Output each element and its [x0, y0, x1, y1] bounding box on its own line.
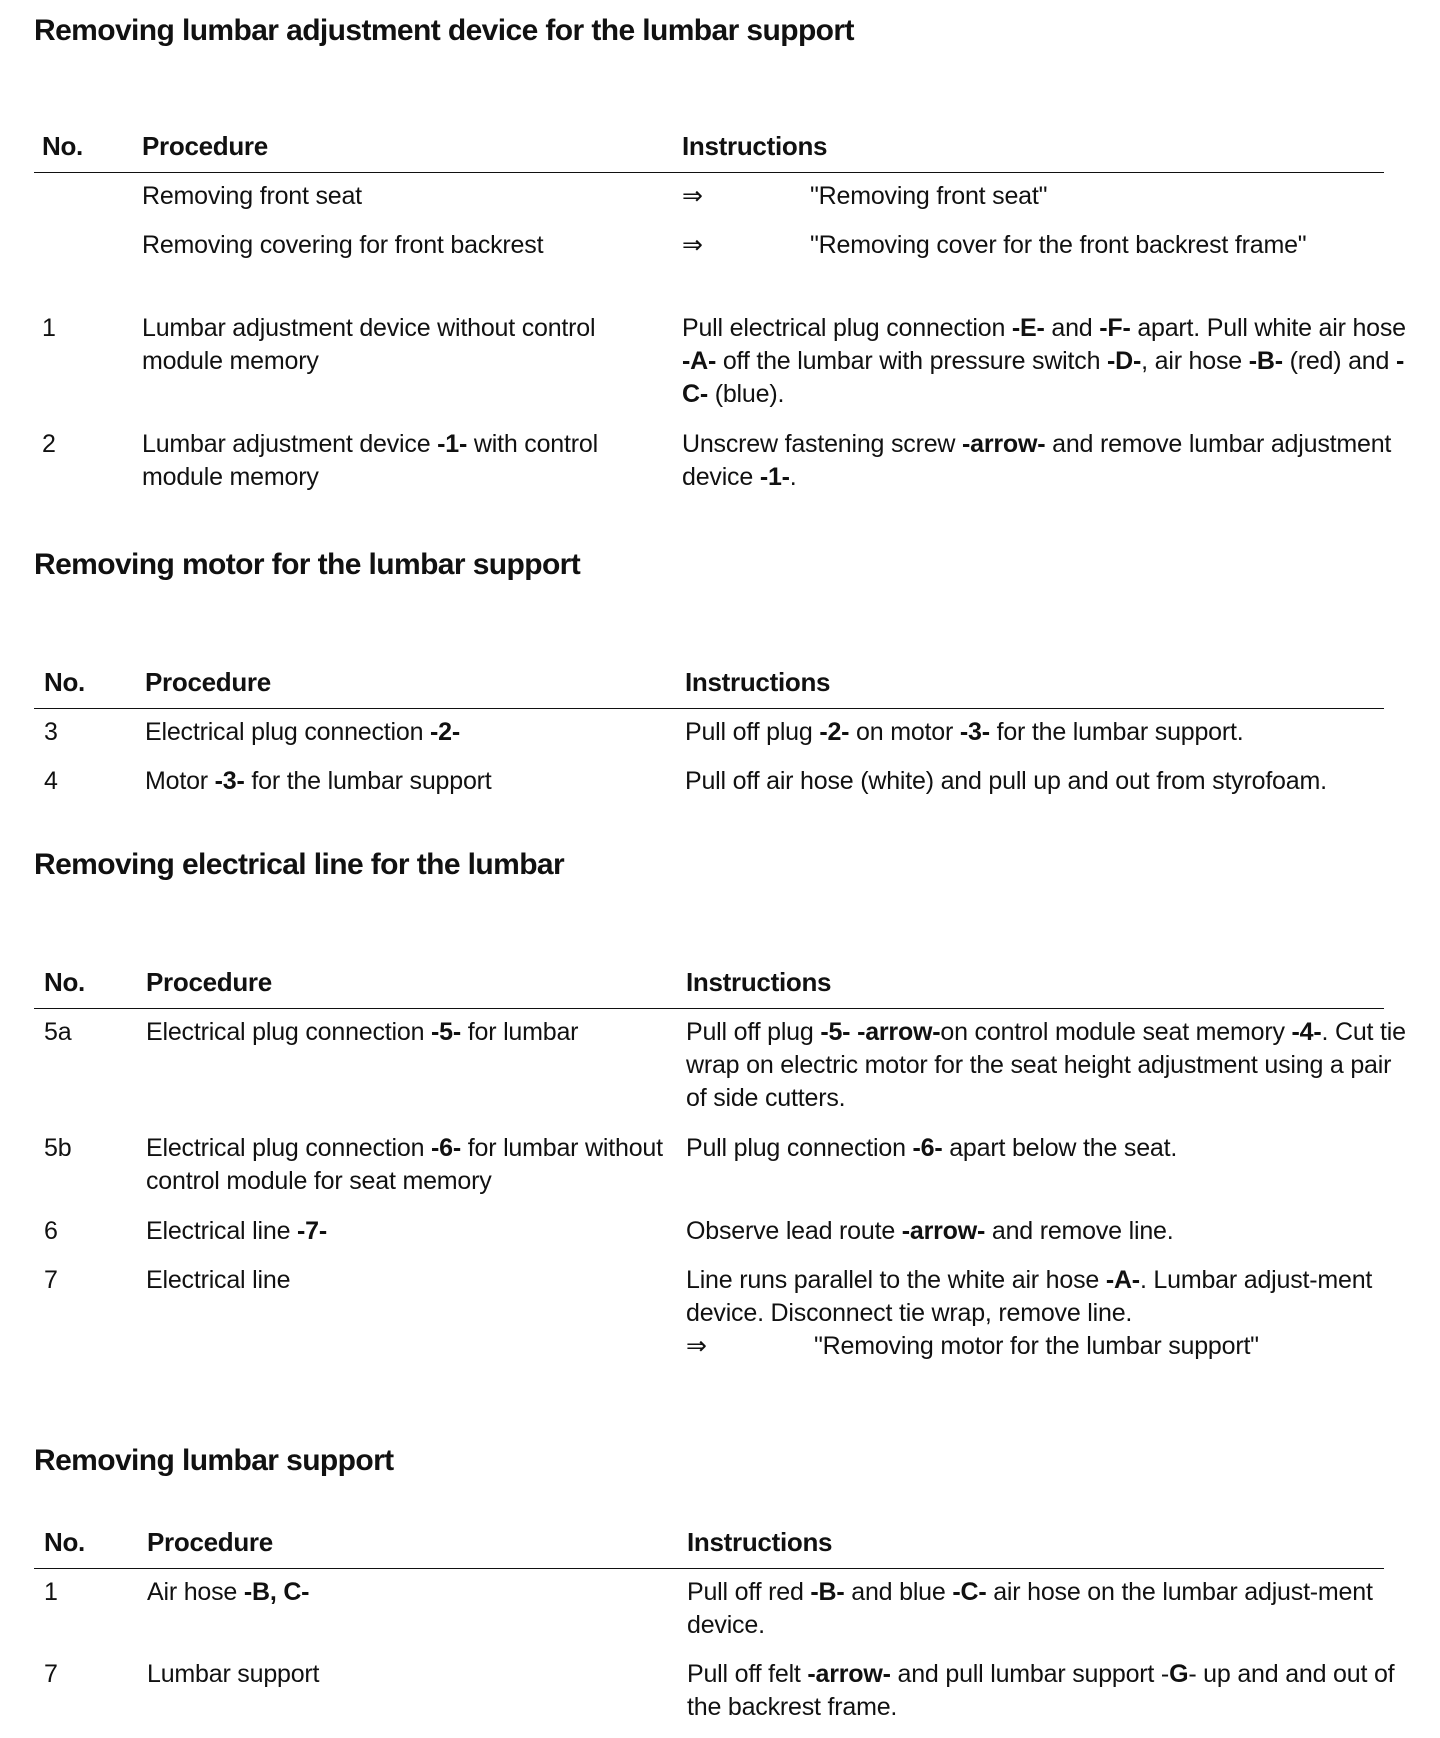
step-number: 6 [44, 1217, 58, 1245]
header-procedure: Procedure [142, 131, 268, 161]
section-heading: Removing lumbar support [34, 1444, 394, 1477]
table-header [34, 664, 1384, 709]
procedure-cell: Electrical line [146, 1266, 291, 1294]
section-heading: Removing motor for the lumbar support [34, 548, 581, 581]
procedure-cell: Removing covering for front backrest [142, 231, 544, 259]
section-heading: Removing electrical line for the lumbar [34, 848, 565, 881]
procedure-cell: Electrical plug connection -5- for lumbar [146, 1018, 579, 1046]
procedure-cell: Lumbar adjustment device -1- with control module memory [142, 430, 598, 491]
instructions-cell: Unscrew fastening screw -arrow- and remove lumbar adjustment device -1-. [682, 430, 1392, 491]
instructions-cell: Line runs parallel to the white air hose -A-. Lumbar adjust-ment device. Disconnect tie wrap, remove line. ⇒ "Removing motor for the lumbar support" [686, 1264, 1411, 1363]
step-number: 5b [44, 1134, 72, 1162]
header-instructions: Instructions [686, 967, 832, 997]
header-instructions: Instructions [682, 131, 828, 161]
header-no: No. [42, 131, 83, 161]
procedure-cell: Lumbar support [147, 1660, 320, 1688]
instructions-cell: Observe lead route -arrow- and remove line. [686, 1217, 1174, 1245]
header-instructions: Instructions [685, 667, 831, 697]
instructions-cell: Pull off red -B- and blue -C- air hose on the lumbar adjust-ment device. [687, 1578, 1373, 1639]
step-number: 2 [42, 430, 56, 458]
reference-link[interactable] [682, 180, 1407, 213]
header-no: No. [44, 967, 85, 997]
section-remove-electrical-line [34, 848, 1406, 1368]
instructions-cell: Pull off air hose (white) and pull up and out from styrofoam. [685, 767, 1327, 795]
instructions-cell: Pull plug connection -6- apart below the seat. [686, 1134, 1178, 1162]
section-remove-lumbar-support [34, 1444, 1395, 1734]
table-header [34, 1524, 1384, 1569]
header-procedure: Procedure [145, 667, 271, 697]
header-no: No. [44, 667, 85, 697]
reference-link[interactable] [686, 1330, 1411, 1363]
instructions-cell: Pull off plug -5- -arrow-on control module seat memory -4-. Cut tie wrap on electric motor for the seat height adjustment using a pair of side cutters. [686, 1018, 1406, 1112]
header-procedure: Procedure [146, 967, 272, 997]
reference-text: "Removing motor for the lumbar support" [814, 1332, 1259, 1360]
procedure-cell: Removing front seat [142, 182, 362, 210]
reference-text: "Removing front seat" [810, 182, 1048, 210]
procedure-cell: Electrical plug connection -2- [145, 718, 461, 746]
step-number: 1 [44, 1578, 58, 1606]
step-number: 7 [44, 1266, 58, 1294]
procedure-cell: Lumbar adjustment device without control module memory [142, 314, 596, 375]
step-number: 1 [42, 314, 56, 342]
procedure-cell: Electrical plug connection -6- for lumbar without control module for seat memory [146, 1134, 663, 1195]
table-header [34, 964, 1384, 1009]
arrow-icon: ⇒ [682, 182, 703, 210]
reference-link[interactable] [682, 229, 1407, 262]
procedure-cell: Air hose -B, C- [147, 1578, 310, 1606]
step-number: 3 [44, 718, 58, 746]
arrow-icon: ⇒ [686, 1332, 707, 1360]
header-procedure: Procedure [147, 1527, 273, 1557]
arrow-icon: ⇒ [682, 231, 703, 259]
section-remove-adjustment-device [34, 14, 1406, 491]
step-number: 4 [44, 767, 58, 795]
instructions-cell: Pull electrical plug connection -E- and -F- apart. Pull white air hose -A- off the lumbar with pressure switch -D-, air hose -B- (red) and -C- (blue). [682, 314, 1406, 408]
instructions-cell: Pull off plug -2- on motor -3- for the lumbar support. [685, 718, 1244, 746]
table-header [34, 128, 1384, 173]
procedure-cell: Electrical line -7- [146, 1217, 327, 1245]
section-heading: Removing lumbar adjustment device for the lumbar support [34, 14, 854, 47]
step-number: 5a [44, 1018, 72, 1046]
procedure-cell: Motor -3- for the lumbar support [145, 767, 492, 795]
reference-text: "Removing cover for the front backrest frame" [810, 231, 1307, 259]
header-instructions: Instructions [687, 1527, 833, 1557]
header-no: No. [44, 1527, 85, 1557]
step-number: 7 [44, 1660, 58, 1688]
section-remove-motor [34, 548, 1384, 798]
instructions-cell: Pull off felt -arrow- and pull lumbar support -G- up and and out of the backrest frame. [687, 1660, 1395, 1721]
